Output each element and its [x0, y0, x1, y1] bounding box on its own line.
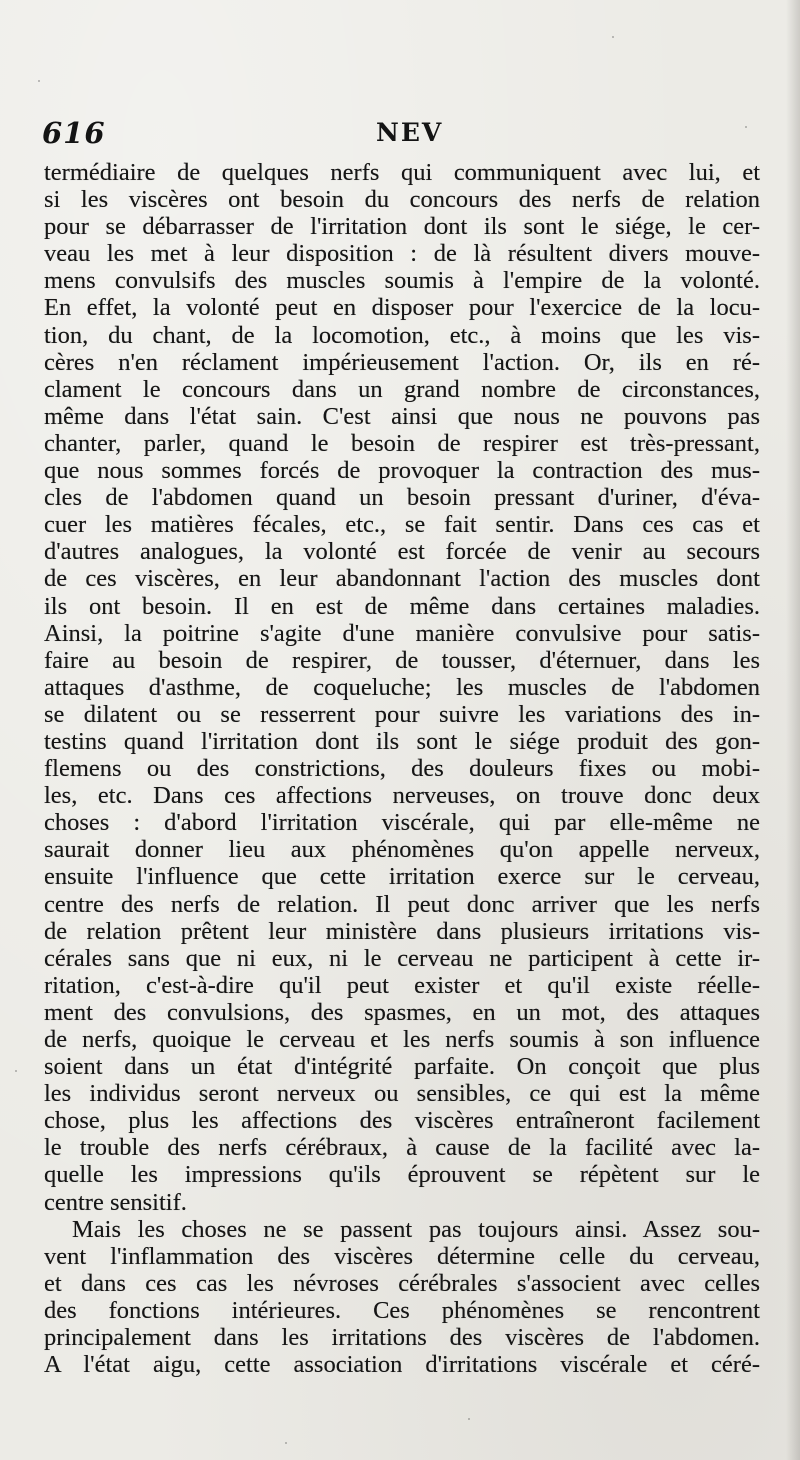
- text-line: de nerfs, quoique le cerveau et les nerfs soumis à son influence: [44, 1026, 760, 1053]
- text-line: les, etc. Dans ces affections nerveuses, on trouve donc deux: [44, 782, 760, 810]
- paragraph-2: [44, 1216, 760, 1379]
- text-line: veau les met à leur disposition : de là résultent divers mouve-: [44, 240, 760, 268]
- paper-speck: [468, 1418, 470, 1420]
- body-text: [44, 159, 760, 1378]
- text-line: faire au besoin de respirer, de tousser, d'éternuer, dans les: [44, 646, 760, 674]
- text-line: si les viscères ont besoin du concours des nerfs de relation: [44, 186, 760, 214]
- text-line: et dans ces cas les névroses cérébrales s'associent avec celles: [44, 1269, 760, 1297]
- text-line: cérales sans que ni eux, ni le cerveau ne participent à cette ir-: [44, 944, 760, 972]
- text-line: centre des nerfs de relation. Il peut donc arriver que les nerfs: [44, 890, 760, 918]
- text-line: que nous sommes forcés de provoquer la contraction des mus-: [44, 457, 760, 485]
- text-line: même dans l'état sain. C'est ainsi que nous ne pouvons pas: [44, 402, 760, 430]
- text-line: vent l'inflammation des viscères détermine celle du cerveau,: [44, 1242, 760, 1270]
- text-line: chanter, parler, quand le besoin de respirer est très-pressant,: [44, 429, 760, 457]
- page-header: [42, 116, 762, 160]
- text-line: ensuite l'influence que cette irritation exerce sur le cerveau,: [44, 863, 760, 891]
- text-line: d'autres analogues, la volonté est forcée de venir au secours: [44, 538, 760, 566]
- text-line: A l'état aigu, cette association d'irritations viscérale et céré-: [44, 1351, 760, 1379]
- text-line: flemens ou des constrictions, des douleurs fixes ou mobi-: [44, 755, 760, 783]
- paragraph-1: [44, 159, 760, 1216]
- text-line: ils ont besoin. Il en est de même dans certaines maladies.: [44, 592, 760, 620]
- text-line: ment des convulsions, des spasmes, en un mot, des attaques: [44, 998, 760, 1026]
- text-line: chose, plus les affections des viscères entraîneront facilement: [44, 1107, 760, 1135]
- text-line: pour se débarrasser de l'irritation dont ils sont le siége, le cer-: [44, 213, 760, 241]
- text-line: termédiaire de quelques nerfs qui communiquent avec lui, et: [44, 159, 760, 186]
- page-number: 616: [42, 116, 106, 150]
- running-head: NEV: [376, 118, 444, 147]
- text-line: les individus seront nerveux ou sensibles, ce qui est la même: [44, 1080, 760, 1108]
- text-line: clament le concours dans un grand nombre de circonstances,: [44, 375, 760, 403]
- text-line: des fonctions intérieures. Ces phénomènes se rencontrent: [44, 1296, 760, 1324]
- text-line: ritation, c'est-à-dire qu'il peut exister et qu'il existe réelle-: [44, 971, 760, 999]
- text-line: Mais les choses ne se passent pas toujours ainsi. Assez sou-: [72, 1215, 760, 1243]
- text-line: de relation prêtent leur ministère dans plusieurs irritations vis-: [44, 917, 760, 945]
- text-line: cères n'en réclament impérieusement l'action. Or, ils en ré-: [44, 348, 760, 376]
- text-line: soient dans un état d'intégrité parfaite. On conçoit que plus: [44, 1053, 760, 1081]
- text-line: Ainsi, la poitrine s'agite d'une manière convulsive pour satis-: [44, 619, 760, 647]
- page-edge-shadow: [786, 0, 800, 1460]
- text-line: En effet, la volonté peut en disposer pour l'exercice de la locu-: [44, 294, 760, 322]
- text-line: cuer les matières fécales, etc., se fait sentir. Dans ces cas et: [44, 511, 760, 539]
- paper-speck: [15, 1070, 17, 1072]
- text-line: choses : d'abord l'irritation viscérale, qui par elle-même ne: [44, 809, 760, 837]
- text-line: se dilatent ou se resserrent pour suivre les variations des in-: [44, 700, 760, 728]
- text-line: principalement dans les irritations des viscères de l'abdomen.: [44, 1324, 760, 1352]
- paper-speck: [38, 80, 40, 82]
- text-line: centre sensitif.: [44, 1188, 187, 1216]
- text-line: quelle les impressions qu'ils éprouvent se répètent sur le: [44, 1161, 760, 1189]
- text-line: attaques d'asthme, de coqueluche; les muscles de l'abdomen: [44, 673, 760, 701]
- paper-speck: [612, 36, 614, 38]
- text-line: cles de l'abdomen quand un besoin pressant d'uriner, d'éva-: [44, 484, 760, 512]
- text-line: tion, du chant, de la locomotion, etc., à moins que les vis-: [44, 321, 760, 349]
- paper-speck: [285, 1442, 287, 1444]
- text-line: de ces viscères, en leur abandonnant l'action des muscles dont: [44, 565, 760, 593]
- text-line: saurait donner lieu aux phénomènes qu'on appelle nerveux,: [44, 836, 760, 864]
- text-line: le trouble des nerfs cérébraux, à cause de la facilité avec la-: [44, 1134, 760, 1162]
- text-line: mens convulsifs des muscles soumis à l'empire de la volonté.: [44, 267, 760, 295]
- text-line: testins quand l'irritation dont ils sont le siége produit des gon-: [44, 727, 760, 755]
